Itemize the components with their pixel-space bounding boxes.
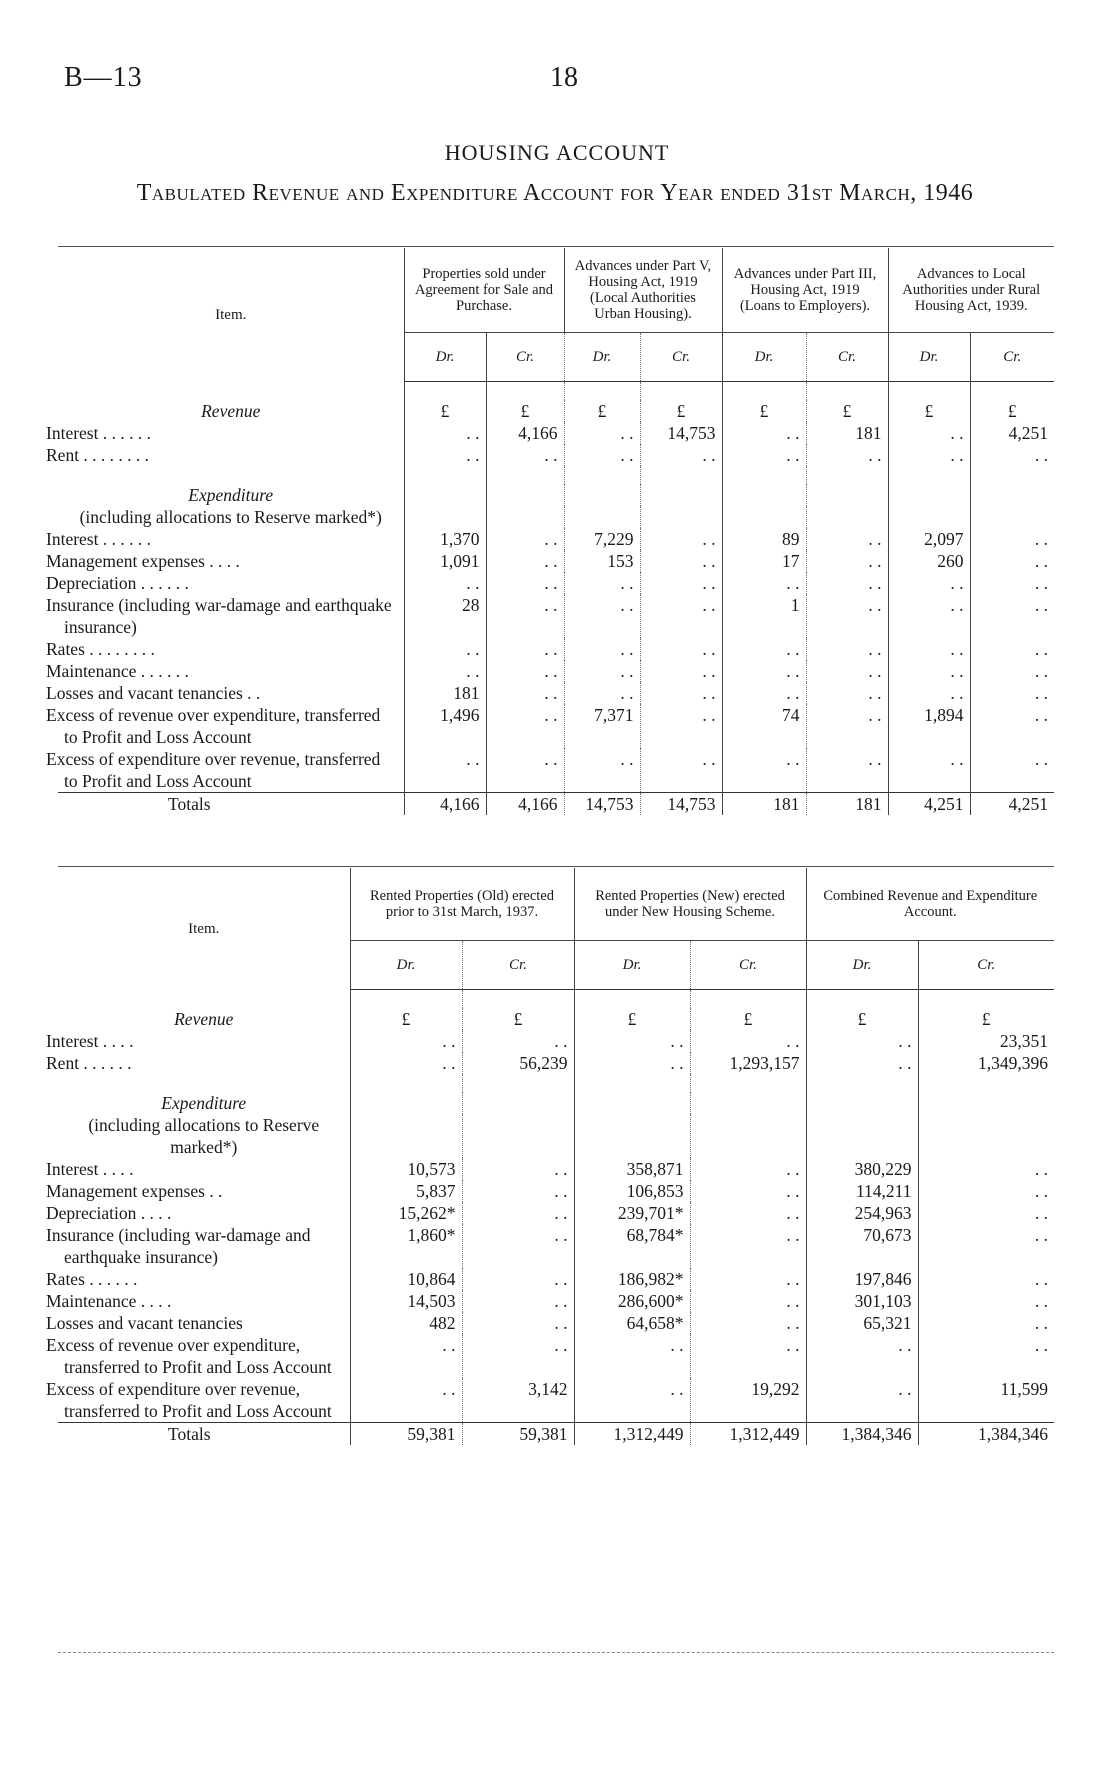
value-cell: . . — [970, 444, 1054, 466]
value-cell: 68,784* — [574, 1224, 690, 1268]
value-cell: 1,894 — [888, 704, 970, 748]
value-cell: 286,600* — [574, 1290, 690, 1312]
row-label: Interest . . . . — [46, 1031, 134, 1051]
account-table-1 — [46, 248, 1054, 815]
row-label: Excess of expenditure over revenue, transferred to Profit and Loss Account — [46, 749, 381, 791]
row-label: Interest . . . . . . — [46, 423, 151, 443]
total-cell: 1,384,346 — [918, 1423, 1054, 1446]
value-cell: 7,371 — [564, 704, 640, 748]
value-cell: 239,701* — [574, 1202, 690, 1224]
value-cell: 482 — [350, 1312, 462, 1334]
value-cell: . . — [690, 1158, 806, 1180]
value-cell: . . — [640, 638, 722, 660]
row-label: Excess of revenue over expenditure, transferred to Profit and Loss Account — [46, 1335, 332, 1377]
currency-symbol: £ — [690, 1008, 806, 1030]
cr-header: Cr. — [918, 941, 1054, 990]
currency-symbol: £ — [350, 1008, 462, 1030]
value-cell: . . — [806, 1334, 918, 1378]
value-cell: . . — [970, 594, 1054, 638]
value-cell: . . — [574, 1030, 690, 1052]
total-cell: 4,251 — [888, 793, 970, 816]
document-reference: B—13 — [64, 62, 143, 93]
currency-symbol: £ — [462, 1008, 574, 1030]
revenue-rows — [46, 1030, 1054, 1074]
value-cell: 70,673 — [806, 1224, 918, 1268]
value-cell: . . — [888, 594, 970, 638]
row-label: Excess of expenditure over revenue, transferred to Profit and Loss Account — [46, 1379, 332, 1421]
value-cell: . . — [918, 1202, 1054, 1224]
revenue-rows — [46, 422, 1054, 466]
value-cell: . . — [806, 1378, 918, 1423]
value-cell: 4,166 — [486, 422, 564, 444]
value-cell: . . — [970, 704, 1054, 748]
row-label: Maintenance . . . . — [46, 1291, 172, 1311]
value-cell: 23,351 — [918, 1030, 1054, 1052]
value-cell: . . — [806, 660, 888, 682]
value-cell: . . — [462, 1224, 574, 1268]
value-cell: . . — [462, 1158, 574, 1180]
value-cell: . . — [806, 528, 888, 550]
value-cell: . . — [486, 528, 564, 550]
totals-label: Totals — [58, 1423, 350, 1446]
value-cell: . . — [404, 444, 486, 466]
value-cell: 10,573 — [350, 1158, 462, 1180]
table-row — [58, 660, 1054, 682]
value-cell: . . — [690, 1180, 806, 1202]
value-cell: . . — [350, 1030, 462, 1052]
value-cell: . . — [564, 572, 640, 594]
value-cell: . . — [564, 660, 640, 682]
value-cell: 28 — [404, 594, 486, 638]
total-cell: 4,251 — [970, 793, 1054, 816]
value-cell: . . — [970, 528, 1054, 550]
value-cell: 153 — [564, 550, 640, 572]
revenue-heading: Revenue — [174, 1009, 234, 1029]
currency-symbol: £ — [970, 400, 1054, 422]
value-cell: . . — [806, 638, 888, 660]
table-row — [58, 748, 1054, 793]
row-label: Excess of revenue over expenditure, transferred to Profit and Loss Account — [46, 705, 381, 747]
row-label: Rates . . . . . . — [46, 1269, 138, 1289]
value-cell: . . — [970, 682, 1054, 704]
dr-header: Dr. — [574, 941, 690, 990]
cr-header: Cr. — [486, 333, 564, 382]
value-cell: . . — [462, 1030, 574, 1052]
value-cell: . . — [564, 748, 640, 793]
row-label: Losses and vacant tenancies — [46, 1313, 243, 1333]
value-cell: 3,142 — [462, 1378, 574, 1423]
value-cell: . . — [486, 594, 564, 638]
table-row — [58, 550, 1054, 572]
value-cell: . . — [918, 1224, 1054, 1268]
currency-symbol: £ — [486, 400, 564, 422]
value-cell: . . — [970, 550, 1054, 572]
dr-header: Dr. — [888, 333, 970, 382]
total-cell: 59,381 — [350, 1423, 462, 1446]
value-cell: . . — [722, 444, 806, 466]
value-cell: . . — [462, 1312, 574, 1334]
value-cell: . . — [722, 422, 806, 444]
expenditure-heading: Expenditure — [161, 1093, 247, 1113]
value-cell: 2,097 — [888, 528, 970, 550]
value-cell: 56,239 — [462, 1052, 574, 1074]
value-cell: . . — [486, 682, 564, 704]
value-cell: . . — [888, 682, 970, 704]
value-cell: . . — [404, 422, 486, 444]
value-cell: 186,982* — [574, 1268, 690, 1290]
value-cell: . . — [404, 572, 486, 594]
value-cell: . . — [350, 1052, 462, 1074]
value-cell: . . — [888, 660, 970, 682]
value-cell: 5,837 — [350, 1180, 462, 1202]
value-cell: . . — [918, 1158, 1054, 1180]
value-cell: . . — [640, 704, 722, 748]
value-cell: . . — [564, 682, 640, 704]
total-cell: 14,753 — [564, 793, 640, 816]
table-row — [58, 528, 1054, 550]
column-header: Rented Properties (New) erected under New Housing Scheme. — [574, 868, 806, 941]
cr-header: Cr. — [806, 333, 888, 382]
value-cell: . . — [640, 572, 722, 594]
value-cell: . . — [564, 638, 640, 660]
value-cell: . . — [722, 682, 806, 704]
value-cell: . . — [640, 682, 722, 704]
table-row — [58, 1268, 1054, 1290]
dr-header: Dr. — [350, 941, 462, 990]
value-cell: . . — [806, 572, 888, 594]
value-cell: 17 — [722, 550, 806, 572]
currency-symbol: £ — [888, 400, 970, 422]
totals-label: Totals — [58, 793, 404, 816]
value-cell: . . — [486, 704, 564, 748]
value-cell: 1,496 — [404, 704, 486, 748]
currency-symbol: £ — [564, 400, 640, 422]
value-cell: . . — [404, 638, 486, 660]
value-cell: . . — [918, 1180, 1054, 1202]
value-cell: 1,860* — [350, 1224, 462, 1268]
value-cell: . . — [486, 444, 564, 466]
dr-header: Dr. — [404, 333, 486, 382]
value-cell: 65,321 — [806, 1312, 918, 1334]
value-cell: . . — [888, 572, 970, 594]
table-row — [58, 1158, 1054, 1180]
value-cell: . . — [486, 572, 564, 594]
value-cell: 19,292 — [690, 1378, 806, 1423]
value-cell: 14,753 — [640, 422, 722, 444]
bottom-rule — [58, 1652, 1054, 1653]
currency-symbol: £ — [806, 400, 888, 422]
value-cell: . . — [690, 1312, 806, 1334]
currency-symbol: £ — [722, 400, 806, 422]
value-cell: . . — [462, 1180, 574, 1202]
value-cell: 4,251 — [970, 422, 1054, 444]
value-cell: . . — [462, 1290, 574, 1312]
table-row — [58, 1334, 1054, 1378]
currency-symbol: £ — [640, 400, 722, 422]
value-cell: . . — [486, 638, 564, 660]
row-label: Insurance (including war-damage and earthquake insurance) — [46, 595, 392, 637]
revenue-heading: Revenue — [201, 401, 261, 421]
value-cell: . . — [564, 594, 640, 638]
row-label: Interest . . . . . . — [46, 529, 151, 549]
page-header — [64, 62, 1044, 102]
table-row — [58, 422, 1054, 444]
table-row — [58, 1290, 1054, 1312]
value-cell: . . — [462, 1334, 574, 1378]
total-cell: 14,753 — [640, 793, 722, 816]
page-title: HOUSING ACCOUNT — [444, 140, 670, 165]
table-row — [58, 704, 1054, 748]
total-cell: 181 — [722, 793, 806, 816]
expenditure-heading: Expenditure — [188, 485, 274, 505]
dr-header: Dr. — [806, 941, 918, 990]
value-cell: . . — [806, 594, 888, 638]
table-row — [58, 638, 1054, 660]
column-header: Advances under Part V, Housing Act, 1919 (Local Authorities Urban Housing). — [564, 248, 722, 333]
row-label: Management expenses . . . . — [46, 551, 240, 571]
value-cell: 74 — [722, 704, 806, 748]
value-cell: . . — [806, 682, 888, 704]
account-table-2 — [46, 868, 1054, 1445]
value-cell: . . — [690, 1030, 806, 1052]
value-cell: . . — [722, 748, 806, 793]
value-cell: . . — [404, 660, 486, 682]
row-label: Maintenance . . . . . . — [46, 661, 189, 681]
column-header: Advances under Part III, Housing Act, 1919 (Loans to Employers). — [722, 248, 888, 333]
table-row — [58, 1224, 1054, 1268]
value-cell: 301,103 — [806, 1290, 918, 1312]
row-label: Depreciation . . . . — [46, 1203, 172, 1223]
value-cell: . . — [970, 638, 1054, 660]
table-row — [58, 1052, 1054, 1074]
total-cell: 181 — [806, 793, 888, 816]
value-cell: . . — [640, 444, 722, 466]
value-cell: . . — [690, 1224, 806, 1268]
page-number: 18 — [550, 62, 578, 93]
value-cell: . . — [918, 1334, 1054, 1378]
value-cell: . . — [888, 422, 970, 444]
value-cell: 1,370 — [404, 528, 486, 550]
value-cell: . . — [640, 660, 722, 682]
row-label: Rent . . . . . . — [46, 1053, 132, 1073]
total-cell: 1,312,449 — [574, 1423, 690, 1446]
value-cell: . . — [970, 572, 1054, 594]
value-cell: . . — [350, 1334, 462, 1378]
value-cell: . . — [690, 1268, 806, 1290]
table-row — [58, 1202, 1054, 1224]
total-cell: 1,312,449 — [690, 1423, 806, 1446]
row-label: Insurance (including war-damage and earthquake insurance) — [46, 1225, 311, 1267]
section-rule — [58, 866, 1054, 867]
row-label: Losses and vacant tenancies . . — [46, 683, 261, 703]
value-cell: 7,229 — [564, 528, 640, 550]
value-cell: . . — [350, 1378, 462, 1423]
page-subtitle: Tabulated Revenue and Expenditure Account for Year ended 31st March, 1946 — [136, 180, 974, 206]
expenditure-note: (including allocations to Reserve marked*) — [88, 1115, 320, 1157]
value-cell: . . — [486, 660, 564, 682]
value-cell: 106,853 — [574, 1180, 690, 1202]
value-cell: . . — [722, 638, 806, 660]
row-label: Rates . . . . . . . . — [46, 639, 155, 659]
value-cell: . . — [918, 1290, 1054, 1312]
value-cell: . . — [970, 660, 1054, 682]
value-cell: . . — [918, 1312, 1054, 1334]
value-cell: . . — [806, 748, 888, 793]
cr-header: Cr. — [690, 941, 806, 990]
expenditure-rows — [46, 528, 1054, 793]
row-label: Rent . . . . . . . . — [46, 445, 150, 465]
value-cell: . . — [564, 422, 640, 444]
value-cell: . . — [888, 748, 970, 793]
column-header: Properties sold under Agreement for Sale and Purchase. — [404, 248, 564, 333]
total-cell: 4,166 — [404, 793, 486, 816]
value-cell: 114,211 — [806, 1180, 918, 1202]
value-cell: 1,293,157 — [690, 1052, 806, 1074]
value-cell: . . — [404, 748, 486, 793]
column-header: Combined Revenue and Expenditure Account. — [806, 868, 1054, 941]
value-cell: . . — [640, 594, 722, 638]
value-cell: . . — [806, 1052, 918, 1074]
value-cell: . . — [970, 748, 1054, 793]
value-cell: . . — [640, 748, 722, 793]
value-cell: 181 — [806, 422, 888, 444]
table-row — [58, 444, 1054, 466]
value-cell: 11,599 — [918, 1378, 1054, 1423]
value-cell: 197,846 — [806, 1268, 918, 1290]
value-cell: . . — [486, 550, 564, 572]
value-cell: 64,658* — [574, 1312, 690, 1334]
table-row — [58, 1378, 1054, 1423]
value-cell: . . — [806, 1030, 918, 1052]
value-cell: 15,262* — [350, 1202, 462, 1224]
value-cell: 181 — [404, 682, 486, 704]
top-rule — [58, 246, 1054, 247]
value-cell: . . — [918, 1268, 1054, 1290]
cr-header: Cr. — [462, 941, 574, 990]
value-cell: . . — [574, 1334, 690, 1378]
table-row — [58, 1180, 1054, 1202]
expenditure-rows — [46, 1158, 1054, 1423]
value-cell: . . — [888, 638, 970, 660]
value-cell: . . — [806, 550, 888, 572]
value-cell: 358,871 — [574, 1158, 690, 1180]
column-header: Advances to Local Authorities under Rural Housing Act, 1939. — [888, 248, 1054, 333]
currency-symbol: £ — [404, 400, 486, 422]
value-cell: 380,229 — [806, 1158, 918, 1180]
value-cell: . . — [574, 1052, 690, 1074]
value-cell: . . — [888, 444, 970, 466]
value-cell: 1,091 — [404, 550, 486, 572]
row-label: Interest . . . . — [46, 1159, 134, 1179]
value-cell: . . — [722, 572, 806, 594]
value-cell: . . — [486, 748, 564, 793]
value-cell: . . — [722, 660, 806, 682]
value-cell: . . — [462, 1202, 574, 1224]
value-cell: . . — [690, 1202, 806, 1224]
item-header: Item. — [188, 920, 220, 937]
value-cell: . . — [690, 1334, 806, 1378]
dr-header: Dr. — [564, 333, 640, 382]
table-row — [58, 572, 1054, 594]
value-cell: . . — [574, 1378, 690, 1423]
value-cell: 1,349,396 — [918, 1052, 1054, 1074]
value-cell: . . — [806, 704, 888, 748]
value-cell: . . — [564, 444, 640, 466]
row-label: Management expenses . . — [46, 1181, 223, 1201]
value-cell: 14,503 — [350, 1290, 462, 1312]
total-cell: 59,381 — [462, 1423, 574, 1446]
value-cell: . . — [462, 1268, 574, 1290]
value-cell: 260 — [888, 550, 970, 572]
value-cell: . . — [690, 1290, 806, 1312]
value-cell: . . — [640, 550, 722, 572]
value-cell: 1 — [722, 594, 806, 638]
table-row — [58, 1030, 1054, 1052]
table-row — [58, 594, 1054, 638]
total-cell: 4,166 — [486, 793, 564, 816]
column-header: Rented Properties (Old) erected prior to 31st March, 1937. — [350, 868, 574, 941]
value-cell: . . — [640, 528, 722, 550]
value-cell: 254,963 — [806, 1202, 918, 1224]
currency-symbol: £ — [806, 1008, 918, 1030]
table-row — [58, 1312, 1054, 1334]
table-row — [58, 682, 1054, 704]
value-cell: 10,864 — [350, 1268, 462, 1290]
total-cell: 1,384,346 — [806, 1423, 918, 1446]
expenditure-note: (including allocations to Reserve marked*) — [79, 507, 382, 527]
value-cell: . . — [806, 444, 888, 466]
cr-header: Cr. — [640, 333, 722, 382]
value-cell: 89 — [722, 528, 806, 550]
item-header: Item. — [215, 306, 247, 323]
currency-symbol: £ — [918, 1008, 1054, 1030]
cr-header: Cr. — [970, 333, 1054, 382]
row-label: Depreciation . . . . . . — [46, 573, 189, 593]
currency-symbol: £ — [574, 1008, 690, 1030]
dr-header: Dr. — [722, 333, 806, 382]
